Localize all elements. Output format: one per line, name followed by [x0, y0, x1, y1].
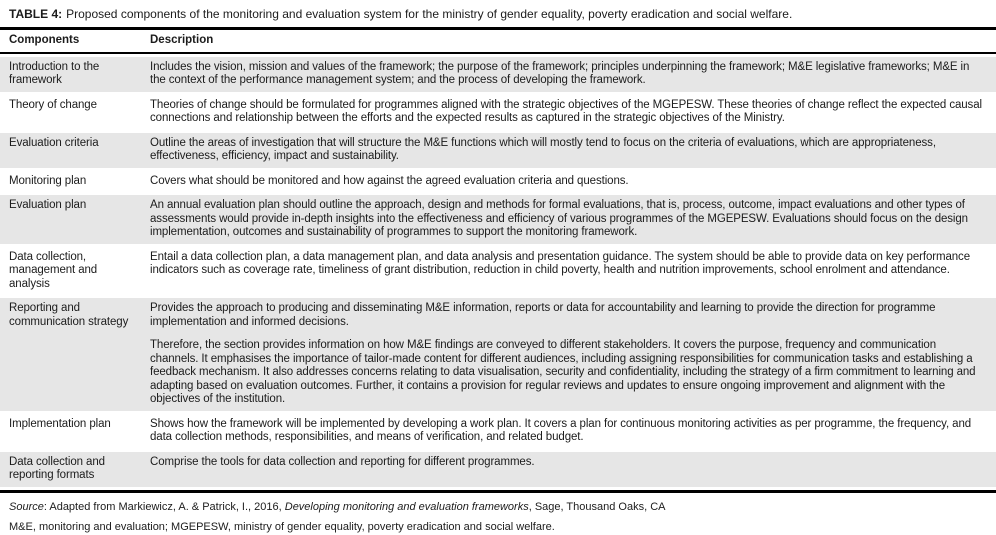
- component-cell: Theory of change: [9, 98, 97, 111]
- table-caption-text: Proposed components of the monitoring and evaluation system for the ministry of gender equality, poverty eradication and social welfare.: [66, 7, 793, 21]
- description-text: Covers what should be monitored and how against the agreed evaluation criteria and questions.: [150, 174, 629, 187]
- component-cell: Data collection and reporting formats: [9, 455, 105, 481]
- table-number-label: TABLE 4:: [9, 7, 63, 21]
- table-caption: [0, 0, 996, 27]
- description-text: Outline the areas of investigation that will structure the M&E functions which will mostly tend to focus on the criteria of evaluations, which are appropriateness, effectiveness, efficiency, impact and sustainability.: [150, 136, 936, 162]
- source-note: [9, 500, 986, 515]
- description-cell: [150, 95, 996, 130]
- table-footnotes: [0, 493, 996, 535]
- source-citation-post: , Sage, Thousand Oaks, CA: [528, 500, 666, 513]
- description-text: Includes the vision, mission and values of the framework; the purpose of the framework; principles underpinning the framework; M&E legislative frameworks; M&E in the context of the performance management system; and the process of developing the framework.: [150, 60, 970, 86]
- header-description: Description: [150, 34, 214, 46]
- source-label: Source: [9, 500, 44, 513]
- component-cell: Evaluation plan: [9, 199, 87, 211]
- source-book-title: Developing monitoring and evaluation frameworks: [284, 500, 529, 513]
- source-citation-pre: : Adapted from Markiewicz, A. & Patrick, I., 2016,: [43, 500, 285, 513]
- description-cell: [150, 298, 996, 411]
- table-row: [0, 171, 996, 193]
- table-row: [0, 247, 996, 296]
- component-cell: Monitoring plan: [9, 174, 87, 187]
- table-row: [0, 95, 996, 130]
- description-cell: [150, 133, 996, 168]
- table-row: [0, 298, 996, 411]
- description-cell: [150, 171, 996, 193]
- component-cell: Implementation plan: [9, 417, 111, 430]
- description-cell: [150, 57, 996, 92]
- table-row: [0, 195, 996, 244]
- description-cell: [150, 195, 996, 244]
- description-text: Comprise the tools for data collection and reporting for different programmes.: [150, 455, 535, 468]
- table-row: [0, 133, 996, 168]
- header-rule: [0, 52, 996, 54]
- component-cell: Reporting and communication strategy: [9, 302, 129, 328]
- table-row: [0, 414, 996, 449]
- description-cell: [150, 452, 996, 487]
- table-body: [0, 57, 996, 487]
- description-text: Provides the approach to producing and disseminating M&E information, reports or data for accountability and learning to provide the direction for programme implementation and informed decisions.: [150, 302, 936, 328]
- component-cell: Introduction to the framework: [9, 60, 100, 86]
- abbreviations-note: M&E, monitoring and evaluation; MGEPESW, ministry of gender equality, poverty eradication and social welfare.: [9, 520, 555, 533]
- component-cell: Evaluation criteria: [9, 136, 99, 149]
- table-row: [0, 452, 996, 487]
- component-cell: Data collection, management and analysis: [9, 250, 98, 290]
- description-text: An annual evaluation plan should outline the approach, design and methods for formal evaluations, that is, process, outcome, impact evaluations and other types of assessments would provide in-depth insights into the effectiveness and efficiency of various programmes of the MGEPESW. Evaluations should focus on the design implementation, outcomes and sustainability of programmes to support the monitoring framework.: [150, 199, 968, 238]
- description-text: Entail a data collection plan, a data management plan, and data analysis and presentation guidance. The system should be able to provide data on key performance indicators such as coverage rate, timeliness of grant distribution, reduction in child poverty, health and nutrition improvements, school enrolment and attendance.: [150, 250, 971, 276]
- table-row: [0, 57, 996, 92]
- header-components: Components: [9, 34, 80, 46]
- description-cell: [150, 247, 996, 296]
- description-text: Therefore, the section provides information on how M&E findings are conveyed to different stakeholders. It covers the purpose, frequency and communication channels. It emphasises the importance of tailor-made content for different audiences, including assigning responsibilities for communication tasks and establishing a feedback mechanism. It also addresses concerns relating to data visualisation, security and confidentiality, including the strategy of a firm commitment to learning and adapting based on evaluation outcomes. Further, it contains a provision for regular reviews and updates to ensure ongoing improvement and alignment with the objectives of the institution.: [150, 339, 976, 405]
- description-text: Theories of change should be formulated for programmes aligned with the strategic objectives of the MGEPESW. These theories of change reflect the expected causal connections and relationship between the efforts and the expected results as captured in the strategic objectives of the Ministry.: [150, 98, 982, 124]
- description-text: Shows how the framework will be implemented by developing a work plan. It covers a plan for continuous monitoring activities as per programme, the frequency, and data collection methods, responsibilities, and means of verification, and related budget.: [150, 417, 972, 443]
- description-cell: [150, 414, 996, 449]
- table-header-row: [0, 30, 996, 52]
